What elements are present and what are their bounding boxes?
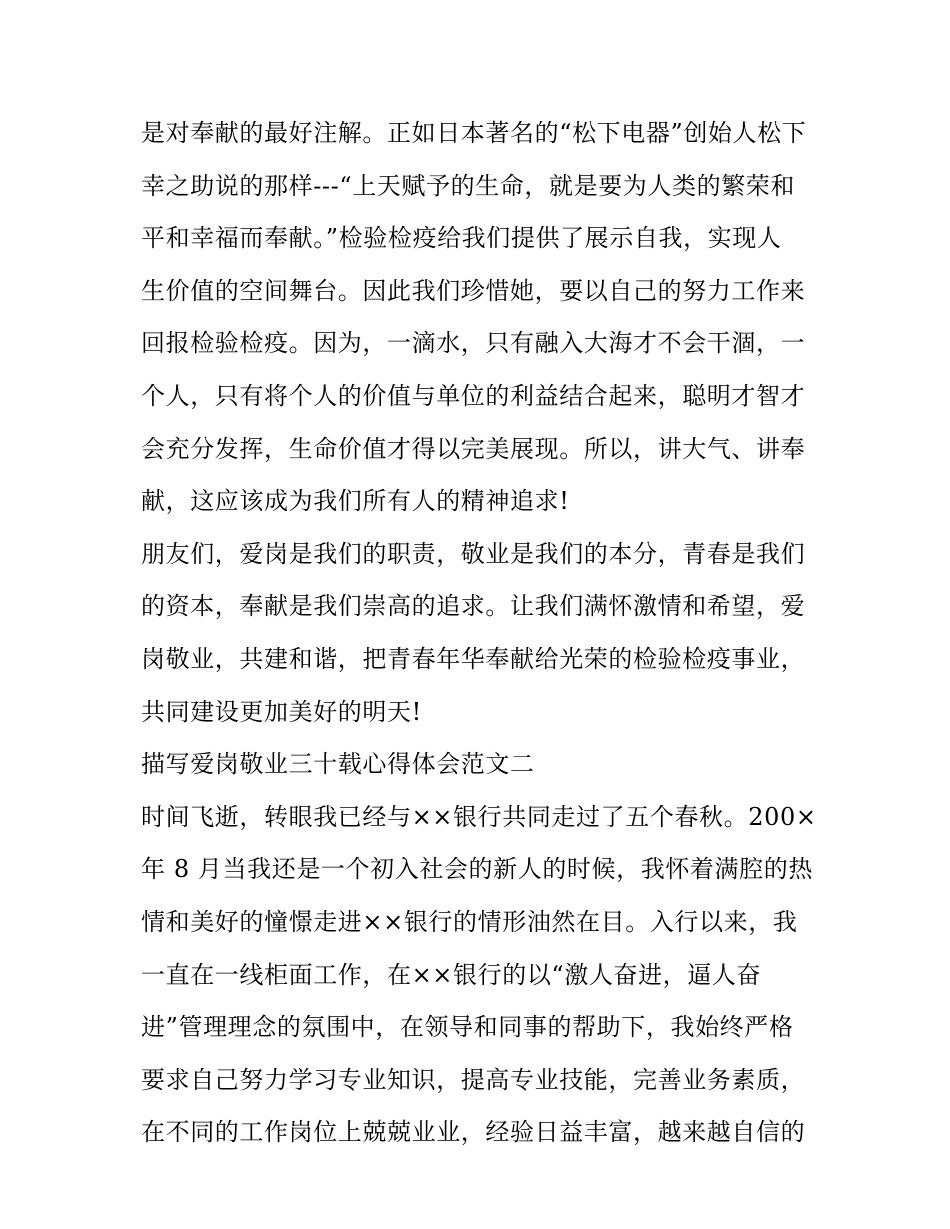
text-line: 岗敬业，共建和谐，把青春年华奉献给光荣的检验检疫事业， bbox=[141, 644, 806, 673]
document-body bbox=[141, 107, 821, 1159]
text-line: 生价值的空间舞台。因此我们珍惜她，要以自己的努力工作来 bbox=[141, 276, 806, 305]
text-line: 献，这应该成为我们所有人的精神追求! bbox=[141, 487, 570, 516]
text-line: 回报检验检疫。因为，一滴水，只有融入大海才不会干涸，一 bbox=[141, 329, 806, 358]
text-line: 进”管理理念的氛围中，在领导和同事的帮助下，我始终严格 bbox=[141, 1013, 794, 1042]
text-line: 是对奉献的最好注解。正如日本著名的“松下电器”创始人松下 bbox=[141, 119, 807, 147]
text-line: 朋友们，爱岗是我们的职责，敬业是我们的本分，青春是我们 bbox=[141, 539, 806, 568]
section-heading: 描写爱岗敬业三十载心得体会范文二 bbox=[141, 750, 535, 779]
text-line: 会充分发挥，生命价值才得以完美展现。所以，讲大气、讲奉 bbox=[141, 434, 806, 463]
text-line: 个人，只有将个人的价值与单位的利益结合起来，聪明才智才 bbox=[141, 381, 806, 410]
text-line: 共同建设更加美好的明天! bbox=[141, 697, 422, 726]
text-line: 年 8 月当我还是一个初入社会的新人的时候，我怀着满腔的热 bbox=[141, 855, 813, 884]
text-line: 的资本，奉献是我们崇高的追求。让我们满怀激情和希望，爱 bbox=[141, 592, 806, 621]
text-line: 平和幸福而奉献。”检验检疫给我们提供了展示自我，实现人 bbox=[141, 224, 782, 253]
text-line: 一直在一线柜面工作，在××银行的以“激人奋进，逼人奋 bbox=[141, 960, 762, 989]
text-line: 时间飞逝，转眼我已经与××银行共同走过了五个春秋。200× bbox=[141, 802, 817, 831]
text-line: 要求自己努力学习专业知识，提高专业技能，完善业务素质， bbox=[141, 1065, 806, 1094]
text-line: 情和美好的憧憬走进××银行的情形油然在目。入行以来，我 bbox=[141, 907, 798, 936]
text-line: 幸之助说的那样---“上天赋予的生命，就是要为人类的繁荣和 bbox=[141, 171, 795, 200]
text-line: 在不同的工作岗位上兢兢业业，经验日益丰富，越来越自信的 bbox=[141, 1118, 806, 1147]
